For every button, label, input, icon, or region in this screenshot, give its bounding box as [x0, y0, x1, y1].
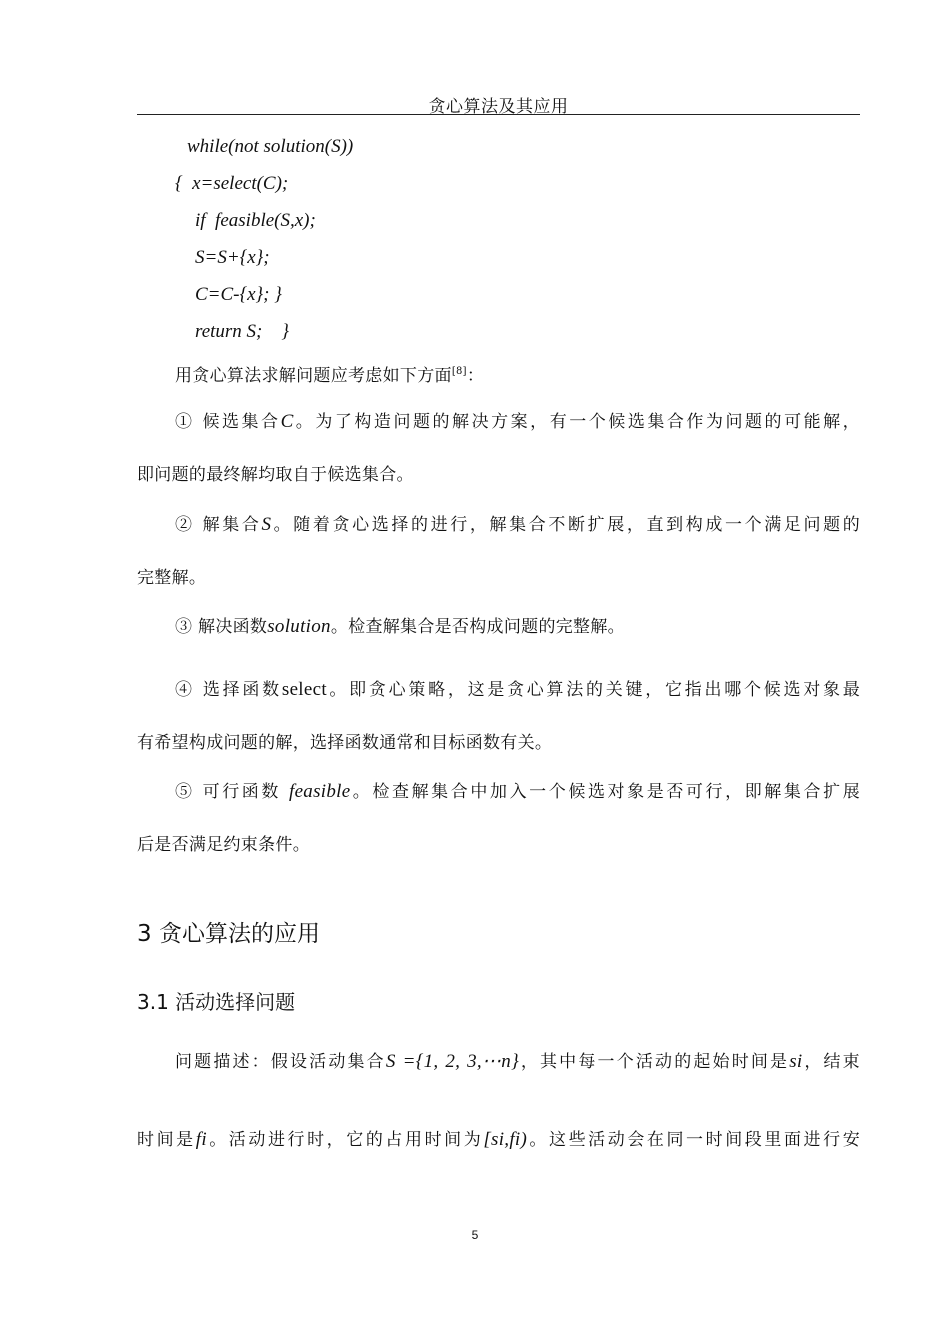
subsection-heading: 3.1 活动选择问题 — [137, 990, 296, 1014]
interval-expression: [si,fi) — [483, 1129, 528, 1150]
list-item-2-line-2: 完整解。 — [137, 568, 207, 588]
math-symbol: S — [261, 514, 272, 535]
code-line-4: S=S+{x}; — [195, 247, 270, 268]
list-item-text: 。即贪心策略，这是贪心算法的关键，它指出哪个候选对象最 — [326, 680, 860, 700]
code-line-3: if feasible(S,x); — [195, 210, 316, 231]
page-number: 5 — [471, 1228, 479, 1242]
problem-text: 。活动进行时，它的占用时间为 — [206, 1130, 484, 1150]
math-symbol: solution — [267, 616, 331, 637]
list-item-1-line-1 — [175, 410, 860, 434]
citation: [8] — [451, 366, 467, 377]
running-header: 贪心算法及其应用 — [428, 97, 569, 117]
list-item-1-line-2: 即问题的最终解均取自于候选集合。 — [137, 465, 414, 485]
list-item-term: 选择函数 — [194, 680, 282, 700]
math-symbol: select — [281, 679, 327, 700]
list-item-term: 解集合 — [194, 515, 262, 535]
list-marker: ⑤ — [175, 782, 195, 802]
start-time-symbol: si — [789, 1051, 803, 1072]
list-item-3-line-1 — [175, 615, 860, 639]
intro-paragraph — [175, 360, 860, 388]
list-item-2-line-1 — [175, 513, 860, 537]
list-item-text: 。检查解集合是否构成问题的完整解。 — [330, 617, 625, 637]
list-item-term: 解决函数 — [192, 617, 268, 637]
list-marker: ① — [175, 412, 195, 432]
problem-line-1 — [175, 1050, 860, 1074]
problem-text: ，结束 — [802, 1052, 860, 1072]
problem-text: 。这些活动会在同一时间段里面进行安 — [527, 1130, 860, 1150]
list-item-term: 候选集合 — [194, 412, 281, 432]
finish-time-symbol: fi — [195, 1129, 207, 1150]
code-line-2: { x=select(C); — [175, 173, 289, 194]
problem-text: 问题描述：假设活动集合 — [175, 1052, 386, 1072]
list-marker: ③ — [175, 617, 193, 637]
set-expression: S ={1, 2, 3,⋯n} — [385, 1051, 519, 1072]
code-line-1: while(not solution(S)) — [187, 136, 354, 157]
list-item-4-line-1 — [175, 678, 860, 702]
list-marker: ② — [175, 515, 195, 535]
intro-colon: ： — [466, 366, 485, 386]
section-heading: 3 贪心算法的应用 — [137, 921, 320, 947]
list-item-5-line-2: 后是否满足约束条件。 — [137, 835, 310, 855]
math-symbol: feasible — [289, 781, 351, 802]
math-symbol: C — [280, 411, 294, 432]
list-item-5-line-1 — [175, 780, 860, 804]
code-line-5: C=C-{x}; } — [195, 284, 282, 305]
code-line-6: return S; } — [195, 321, 289, 342]
header-rule — [137, 114, 860, 115]
list-marker: ④ — [175, 680, 195, 700]
problem-text: ，其中每一个活动的起始时间是 — [518, 1052, 790, 1072]
list-item-4-line-2: 有希望构成问题的解，选择函数通常和目标函数有关。 — [137, 733, 553, 753]
intro-text: 用贪心算法求解问题应考虑如下方面 — [175, 366, 452, 386]
problem-text: 时间是 — [137, 1130, 196, 1150]
list-item-term: 可行函数 — [194, 782, 289, 802]
problem-line-2 — [137, 1128, 860, 1152]
list-item-text: 。检查解集合中加入一个候选对象是否可行，即解集合扩展 — [350, 782, 860, 802]
list-item-text: 。为了构造问题的解决方案，有一个候选集合作为问题的可能解， — [293, 412, 860, 432]
list-item-text: 。随着贪心选择的进行，解集合不断扩展，直到构成一个满足问题的 — [271, 515, 860, 535]
